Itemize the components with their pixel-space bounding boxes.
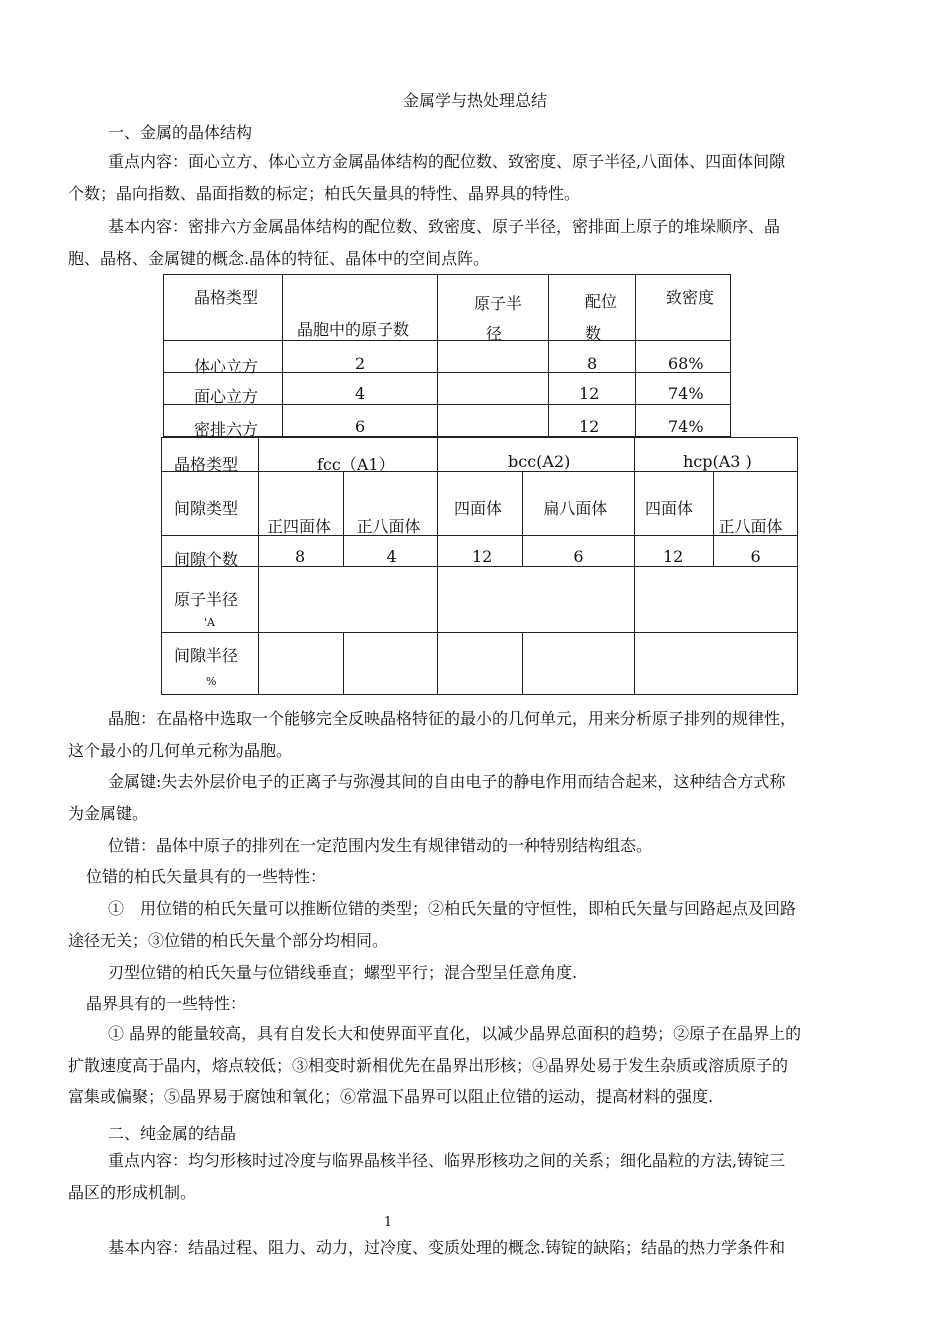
gap-type: 扁八面体 [543, 499, 608, 518]
basic-content-line2: 胞、晶格、金属键的概念.晶体的特征、晶体中的空间点阵。 [68, 249, 490, 268]
row-coord: 12 [579, 384, 600, 403]
s2-basic-line1: 基本内容：结晶过程、阻力、动力，过冷度、变质处理的概念.铸锭的缺陷；结晶的热力学条件和 [108, 1238, 786, 1257]
bond-definition-line2: 为金属键。 [68, 804, 149, 823]
header-packing-density: 致密度 [666, 288, 715, 307]
section2-heading: 二、纯金属的结晶 [108, 1124, 237, 1143]
crystal-structure-table [163, 274, 731, 437]
row-atoms: 4 [355, 384, 366, 403]
hcp-label: hcp(A3 ) [683, 452, 752, 471]
gap-count: 6 [750, 547, 761, 566]
cell-definition-line2: 这个最小的几何单元称为晶胞。 [68, 741, 293, 760]
basic-content-line1: 基本内容：密排六方金属晶体结构的配位数、致密度、原子半径，密排面上原子的堆垛顺序、晶 [108, 217, 781, 236]
header-atoms-per-cell: 晶胞中的原子数 [297, 320, 410, 339]
key-content-line1: 重点内容：面心立方、体心立方金属晶体结构的配位数、致密度、原子半径,八面体、四面体间隙 [108, 152, 786, 171]
edge-screw-text: 刃型位错的柏氏矢量与位错线垂直；螺型平行；混合型呈任意角度. [108, 963, 578, 982]
gap-type: 正四面体 [267, 517, 332, 536]
table-row [164, 341, 731, 373]
row-coord: 8 [587, 354, 598, 373]
page-number: 1 [383, 1215, 393, 1230]
gap-type: 正八面体 [718, 517, 783, 536]
row-atoms: 2 [355, 354, 366, 373]
bcc-label: bcc(A2) [508, 452, 571, 471]
gap-type: 四面体 [454, 499, 503, 518]
table2-gap-radius-row [162, 633, 798, 695]
dislocation-definition: 位错：晶体中原子的排列在一定范围内发生有规律错动的一种特别结构组态。 [108, 836, 653, 855]
gap-type-label: 间隙类型 [174, 499, 239, 518]
fcc-label: fcc（A1） [317, 455, 395, 474]
gap-count-label: 间隙个数 [174, 550, 239, 569]
grain-boundary-line1: ① 晶界的能量较高，具有自发长大和使界面平直化，以减少晶界总面积的趋势；②原子在晶界上的 [108, 1024, 802, 1043]
bond-definition-line1: 金属键:失去外层价电子的正离子与弥漫其间的自由电子的静电作用而结合起来，这种结合方式称 [108, 772, 786, 791]
row-density: 68% [668, 354, 704, 373]
doc-title: 金属学与热处理总结 [402, 91, 547, 110]
s2-key-line1: 重点内容：均匀形核时过冷度与临界晶核半径、临界形核功之间的关系；细化晶粒的方法,铸锭三 [108, 1151, 786, 1170]
header-coordination-cont: 数 [585, 324, 602, 343]
row-atoms: 6 [355, 417, 366, 436]
grain-boundary-line2: 扩散速度高于晶内，熔点较低；③相变时新相优先在晶界出形核；④晶界处易于发生杂质或溶质原子的 [68, 1056, 789, 1075]
gap-count: 12 [472, 547, 493, 566]
gap-count: 8 [295, 547, 306, 566]
gap-count: 4 [386, 547, 397, 566]
table-row [164, 405, 731, 437]
gap-count: 12 [663, 547, 684, 566]
grain-boundary-heading: 晶界具有的一些特性： [86, 994, 247, 1013]
row-type: 体心立方 [194, 357, 259, 376]
gap-type: 正八面体 [356, 517, 421, 536]
table1-header-row [164, 275, 731, 341]
burgers-line1: ① 用位错的柏氏矢量可以推断位错的类型；②柏氏矢量的守恒性，即柏氏矢量与回路起点及回路 [108, 899, 797, 918]
row-density: 74% [668, 417, 704, 436]
key-content-line2: 个数；晶向指数、晶面指数的标定；柏氏矢量具的特性、晶界具的特性。 [68, 184, 581, 203]
s2-key-line2: 晶区的形成机制。 [68, 1183, 197, 1202]
gap-type: 四面体 [645, 499, 694, 518]
interstitial-table [161, 437, 798, 695]
row-type: 密排六方 [194, 420, 259, 439]
gap-count: 6 [573, 547, 584, 566]
table-row [164, 373, 731, 405]
row-density: 74% [668, 384, 704, 403]
lattice-type-label: 晶格类型 [174, 455, 239, 474]
section1-heading: 一、金属的晶体结构 [108, 123, 253, 142]
burgers-line2: 途径无关；③位错的柏氏矢量个部分均相同。 [68, 931, 389, 950]
gap-radius-unit: % [206, 675, 217, 688]
row-type: 面心立方 [194, 387, 259, 406]
table2-lattice-row [162, 438, 798, 472]
atom-radius-unit: 'A [204, 616, 215, 629]
table2-gap-count-row [162, 536, 798, 567]
row-coord: 12 [579, 417, 600, 436]
header-lattice-type: 晶格类型 [194, 288, 259, 307]
header-atomic-radius-cont: 径 [486, 324, 503, 343]
header-atomic-radius: 原子半 [474, 294, 523, 313]
table2-gap-type-row [162, 472, 798, 536]
table2-atom-radius-row [162, 567, 798, 633]
cell-definition-line1: 晶胞：在晶格中选取一个能够完全反映晶格特征的最小的几何单元，用来分析原子排列的规律性， [108, 709, 797, 728]
burgers-heading: 位错的柏氏矢量具有的一些特性： [86, 867, 327, 886]
grain-boundary-line3: 富集或偏聚；⑤晶界易于腐蚀和氧化；⑥常温下晶界可以阻止位错的运动，提高材料的强度. [68, 1087, 714, 1106]
gap-radius-label: 间隙半径 [174, 646, 239, 665]
atom-radius-label: 原子半径 [174, 590, 239, 609]
header-coordination: 配位 [585, 292, 618, 311]
